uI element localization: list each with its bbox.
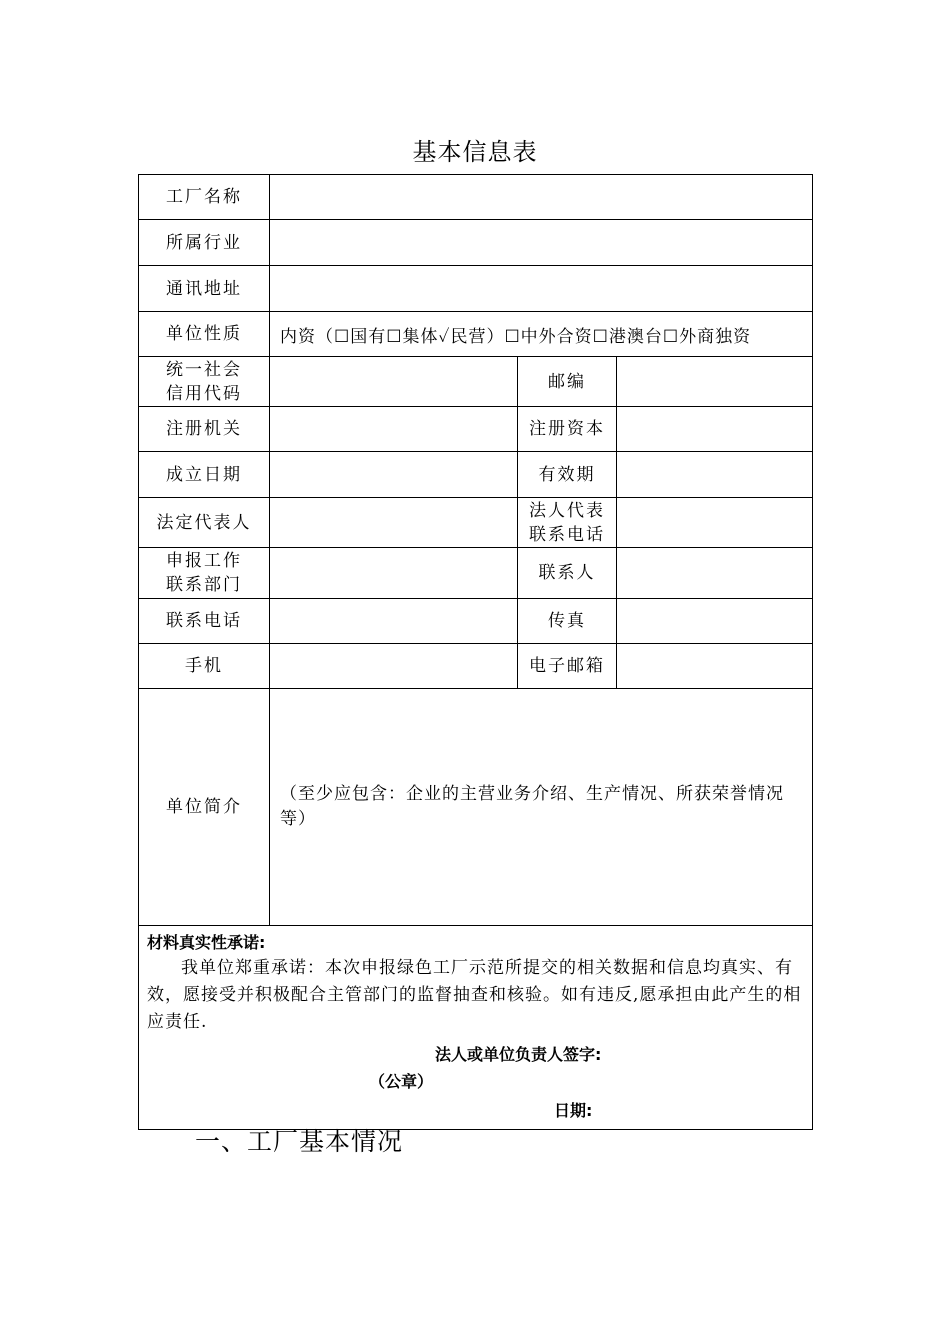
label-address: 通讯地址 [139, 266, 270, 312]
row-phone [139, 599, 813, 644]
row-dates [139, 452, 813, 498]
field-postcode[interactable] [617, 357, 813, 407]
row-factory-name [139, 175, 813, 220]
field-fax[interactable] [617, 599, 813, 644]
pledge-section [139, 926, 813, 1130]
label-unit-nature: 单位性质 [139, 312, 270, 357]
date-label: 日期: [554, 1101, 593, 1120]
field-address[interactable] [270, 266, 813, 312]
label-factory-name: 工厂名称 [139, 175, 270, 220]
label-department [139, 548, 270, 599]
field-credit-code[interactable] [270, 357, 518, 407]
field-department[interactable] [270, 548, 518, 599]
row-mobile [139, 644, 813, 689]
field-reg-authority[interactable] [270, 407, 518, 452]
label-credit-code-line2: 信用代码 [166, 383, 242, 404]
label-valid-period: 有效期 [518, 452, 617, 498]
label-phone: 联系电话 [139, 599, 270, 644]
label-fax: 传真 [518, 599, 617, 644]
label-department-line1: 申报工作 [166, 551, 242, 571]
label-est-date: 成立日期 [139, 452, 270, 498]
field-reg-capital[interactable] [617, 407, 813, 452]
label-postcode: 邮编 [518, 357, 617, 407]
field-email[interactable] [617, 644, 813, 689]
basic-info-table [138, 174, 813, 1130]
field-est-date[interactable] [270, 452, 518, 498]
label-credit-code [139, 357, 270, 407]
row-pledge [139, 926, 813, 1130]
label-credit-code-line1: 统一社会 [166, 359, 242, 380]
row-industry [139, 220, 813, 266]
row-address [139, 266, 813, 312]
field-factory-name[interactable] [270, 175, 813, 220]
label-reg-authority: 注册机关 [139, 407, 270, 452]
field-legal-rep[interactable] [270, 498, 518, 548]
row-legal-rep [139, 498, 813, 548]
section-heading: 一、工厂基本情况 [195, 1127, 404, 1156]
field-industry[interactable] [270, 220, 813, 266]
label-contact: 联系人 [518, 548, 617, 599]
field-phone[interactable] [270, 599, 518, 644]
signature-label: 法人或单位负责人签字: [435, 1045, 602, 1064]
field-legal-phone[interactable] [617, 498, 813, 548]
pledge-heading: 材料真实性承诺: [147, 933, 266, 952]
label-reg-capital: 注册资本 [518, 407, 617, 452]
label-email: 电子邮箱 [518, 644, 617, 689]
label-legal-phone-line1: 法人代表 [529, 500, 605, 521]
field-intro[interactable]: （至少应包含：企业的主营业务介绍、生产情况、所获荣誉情况等） [270, 689, 813, 926]
field-valid-period[interactable] [617, 452, 813, 498]
row-credit-code [139, 357, 813, 407]
label-legal-rep: 法定代表人 [139, 498, 270, 548]
field-mobile[interactable] [270, 644, 518, 689]
label-department-line2: 联系部门 [166, 575, 242, 595]
page-title: 基本信息表 [412, 138, 538, 166]
row-department [139, 548, 813, 599]
unit-nature-options[interactable]: 内资（☐国有☐集体✓民营）☐中外合资☐港澳台☐外商独资 [270, 312, 813, 357]
label-legal-phone-line2: 联系电话 [529, 524, 605, 545]
label-mobile: 手机 [139, 644, 270, 689]
row-intro [139, 689, 813, 926]
label-legal-phone [518, 498, 617, 548]
pledge-body: 我单位郑重承诺：本次申报绿色工厂示范所提交的相关数据和信息均真实、有效，愿接受并积极配合主管部门的监督抽查和核验。如有违反,愿承担由此产生的相应责任. [147, 958, 802, 1032]
row-unit-nature [139, 312, 813, 357]
field-contact[interactable] [617, 548, 813, 599]
label-intro: 单位简介 [139, 689, 270, 926]
row-registration [139, 407, 813, 452]
label-industry: 所属行业 [139, 220, 270, 266]
seal-label: （公章） [369, 1072, 434, 1091]
